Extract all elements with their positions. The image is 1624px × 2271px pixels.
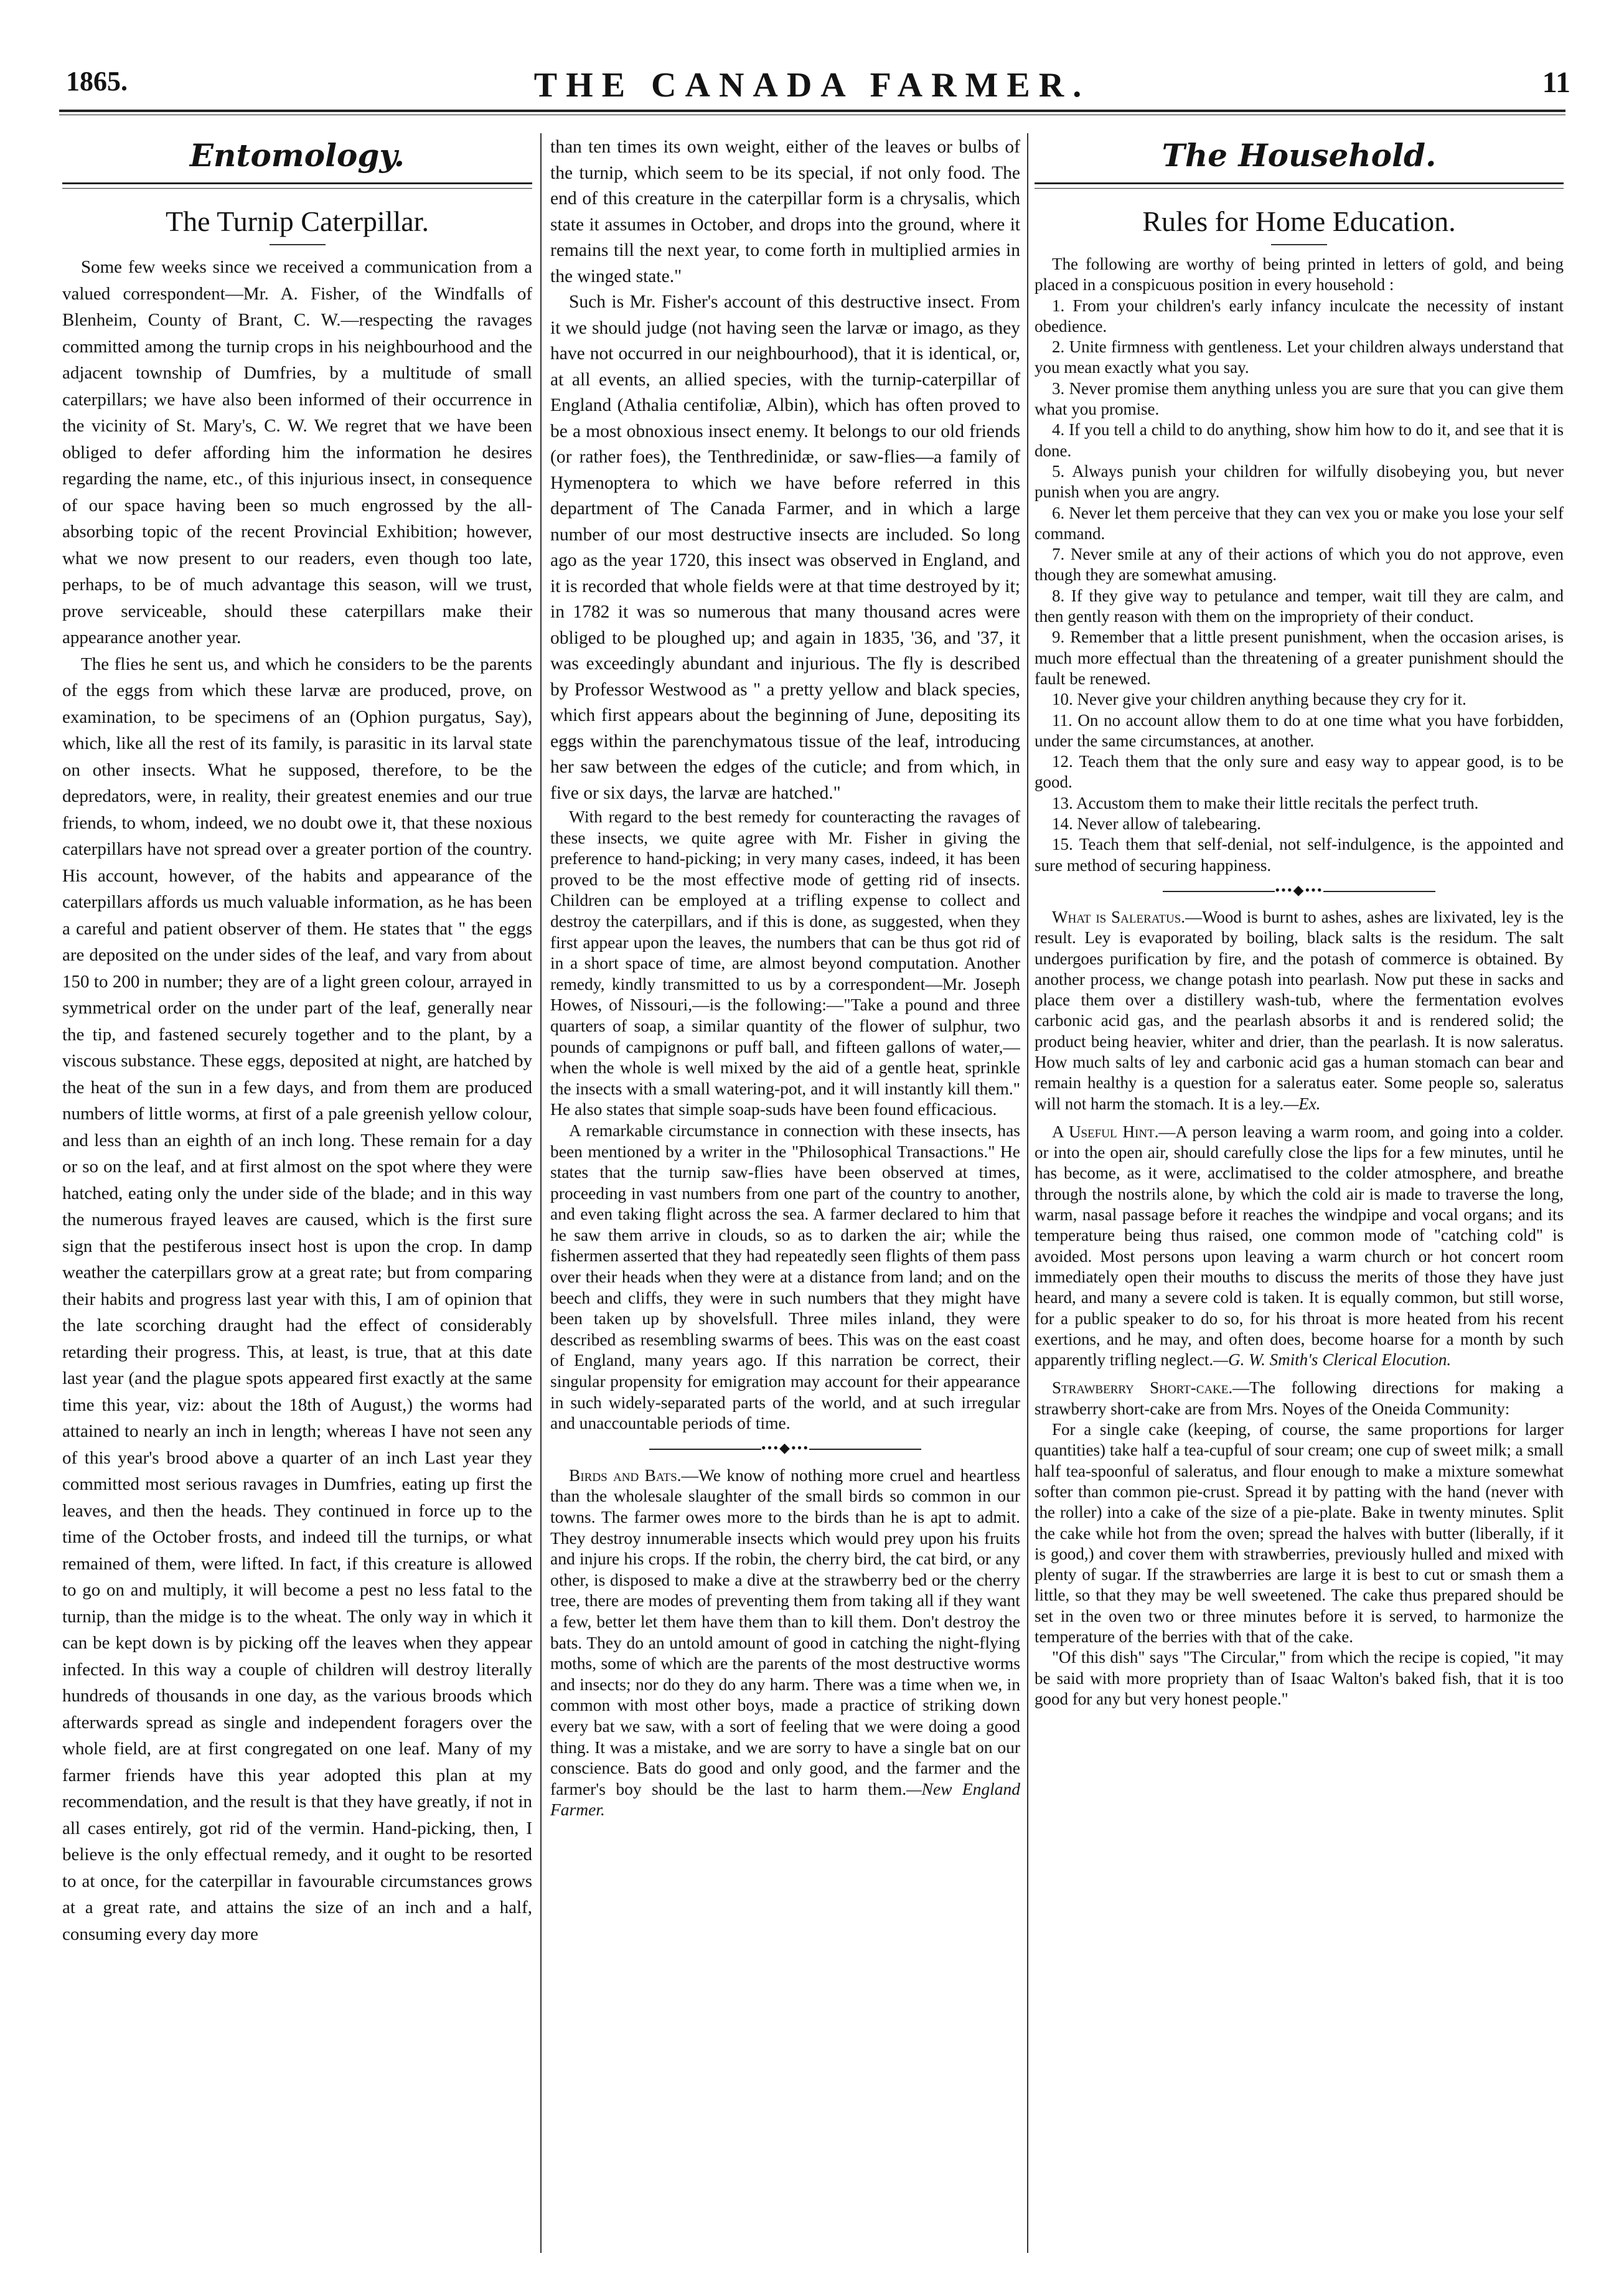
rule-item: 4. If you tell a child to do anything, show him how to do it, and see that it is done. (1035, 420, 1564, 460)
title-separator (1271, 244, 1327, 245)
article-body-turnip-caterpillar (62, 254, 532, 1947)
rules-list (1035, 254, 1564, 876)
column-rule-2 (1027, 133, 1028, 2253)
column-rule-1 (540, 133, 542, 2253)
article-text: —The following directions for making a strawberry short-cake are from Mrs. Noyes of the Oneida Community: (1035, 1378, 1564, 1418)
paragraph: With regard to the best remedy for counteracting the ravages of these insects, we quite agree with Mr. Fisher in giving the preference to hand-picking; in very many cases, indeed, it has been proved to be the most effective mode of getting rid of insects. Children can be employed at a trifling expense to collect and destroy the caterpillars, and if this is done, as suggested, when they first appear upon the leaves, the numbers that can be thus got rid of in a short space of time, are almost beyond computation. Another remedy, kindly transmitted to us by a correspondent—Mr. Joseph Howes, of Nissouri,—is the following:—"Take a pound and three quarters of soap, a similar quantity of the flower of sulphur, two pounds of campignons or puff ball, and fifteen gallons of water,—when the whole is well mixed by the aid of a gentle heat, sprinkle the insects with a small watering-pot, and it will instantly kill them." He also states that simple soap-suds have been found efficacious. (550, 807, 1020, 1119)
article-strawberry-shortcake (1035, 1378, 1564, 1709)
page-number: 11 (1542, 66, 1570, 99)
article-source: —Ex. (1284, 1094, 1321, 1113)
rules-intro: The following are worthy of being printed in letters of gold, and being placed in a conspicuous position in every household : (1035, 255, 1564, 294)
article-useful-hint (1035, 1122, 1564, 1371)
rule-item: 15. Teach them that self-denial, not self-indulgence, is the appointed and sure method of securing happiness. (1035, 835, 1564, 875)
lead-in-birds-and-bats: Birds and Bats. (569, 1465, 682, 1485)
paragraph: Some few weeks since we received a communication from a valued correspondent—Mr. A. Fisher, of the Windfalls of Blenheim, County of Brant, C. W.—respecting the ravages committed among the turnip crops in his neighbourhood and the adjacent township of Dumfries, by a multitude of small caterpillars; we have also been informed of their occurrence in the vicinity of St. Mary's, C. W. We regret that we have been obliged to defer affording him the information he desires regarding the name, etc., of this injurious insect, in consequence of our space having been so much engrossed by the all-absorbing topic of the recent Provincial Exhibition; however, what we now present to our readers, even though too late, perhaps, to be of much advantage this season, will we trust, prove serviceable, should these caterpillars make their appearance another year. (62, 257, 532, 647)
rule-item: 7. Never smile at any of their actions of which you do not approve, even though they are somewhat amusing. (1035, 545, 1564, 585)
article-source: —New England Farmer. (550, 1779, 1020, 1820)
paragraph: A remarkable circumstance in connection with these insects, has been mentioned by a writer in the "Philosophical Transactions." He states that the turnip saw-flies have been observed at times, proceeding in vast numbers from one part of the country to another, and even taking flight across the sea. A farmer declared to him that he saw them arrive in clouds, so as to darken the air; while the fishermen asserted that they had repeatedly seen flights of them pass over their heads when they were at a distance from land; and on the beech and cliffs, they were in such numbers that they might have been taken up by shovelsfull. Three miles inland, they were described as resembling swarms of bees. This was on the east coast of England, many years ago. If this narration be correct, their singular propensity for emigration may account for their appearance in such widely-separated parts of the world, and at such irregular and unaccountable periods of time. (550, 1120, 1020, 1433)
column-3 (1035, 134, 1564, 2251)
rule-item: 14. Never allow of talebearing. (1052, 814, 1261, 834)
double-rule (62, 182, 532, 189)
section-ornament: •••◆••• (1035, 882, 1564, 898)
article-text: —We know of nothing more cruel and heartless than the wholesale slaughter of the small birds so common in our towns. The farmer owes more to the birds than he is apt to admit. They destroy innumerable insects which would prey upon his fruits and injure his crops. If the robin, the cherry bird, the cat bird, or any other, is disposed to make a dive at the strawberry bed or the cherry tree, there are modes of preventing them from taking all if they want a few, better let them have them than to kill them. Don't destroy the bats. They do an untold amount of good in catching the night-flying moths, some of which are the parents of the most destructive worms and insects; nor do they do any harm. There was a time when we, in common with most other boys, made a practice of striking down every bat we saw, with a sort of feeling that we were doing a good thing. It was a mistake, and we are sorry to have a single bat on our conscience. Bats do good and only good, and the farmer and the farmer's boy should be the last to harm them. (550, 1465, 1020, 1798)
column-1 (62, 134, 532, 2251)
paragraph: For a single cake (keeping, of course, the same proportions for larger quantities) take half a tea-cupful of sour cream; one cup of sweet milk; a small half tea-spoonful of saleratus, and flour enough to make a mixture somewhat softer than common pie-crust. Spread it by patting with the hand (never with the roller) into a cake of the size of a pie-plate. Bake in twenty minutes. Split the cake while hot from the oven; spread the halves with butter (liberally, if it is good,) and cover them with strawberries, previously hulled and mixed with plenty of sugar. If the strawberries are large it is best to cut or smash them a little, so that they may be well sweetened. The cake thus prepared should be set in the oven two or three minutes before it is served, to harmonize the temperature of the berries with that of the cake. (1035, 1420, 1564, 1646)
masthead-title: THE CANADA FARMER. (533, 66, 1091, 105)
article-source: —G. W. Smith's Clerical Elocution. (1213, 1350, 1452, 1370)
issue-year: 1865. (66, 66, 128, 96)
rule-item: 12. Teach them that the only sure and easy way to appear good, is to be good. (1035, 752, 1564, 792)
paragraph: "Of this dish" says "The Circular," from which the recipe is copied, "it may be said with more propriety than of Isaac Walton's baked fish, that it is too good for any but very honest people." (1035, 1648, 1564, 1708)
lead-in-saleratus: What is Saleratus. (1052, 907, 1186, 926)
column-2 (550, 134, 1020, 2251)
paragraph: The flies he sent us, and which he considers to be the parents of the eggs from which these larvæ are produced, prove, on examination, to be specimens of an (Ophion purgatus, Say), which, like all the rest of its family, is parasitic in its larval state on other insects. What he supposed, therefore, to be the depredators, were, in reality, their greatest enemies and our true friends, to whom, indeed, we no doubt owe it, that these noxious caterpillars have not spread over a greater portion of the country. His account, however, of the habits and appearance of the caterpillars affords us much valuable information, as he has been a careful and patient observer of them. He states that " the eggs are deposited on the under sides of the leaf, and vary from about 150 to 200 in number; they are of a light green colour, arrayed in symmetrical order on the under part of the leaf, generally near the tip, and fastened securely together and to the plant, by a viscous substance. These eggs, deposited at night, are hatched by the heat of the sun in a few days, and from them are produced numbers of little worms, at first of a pale greenish yellow colour, and less than an eighth of an inch long. These remain for a day or so on the leaf, and at first almost on the spot where they were hatched, eating only the under side of the blade; and in this way the numerous frayed leaves are caused, which is the first sure sign that the pestiferous insect host is upon the crop. In damp weather the caterpillars grow at a great rate; but from comparing their habits and progress last year with this, I am of opinion that the late scorching draught had the effect of considerably retarding their progress. This, at least, is true, that at this date last year (and the plague spots appeared first exactly at the same time this year, viz: about the 18th of August,) the worms had attained to nearly an inch in length; whereas I have not seen any of this year's brood above a quarter of an inch Last year they committed most serious ravages in Dumfries, eating up first the leaves, and then the heads. They continued in force up to the time of the October frosts, and indeed till the turnips, or what remained of them, were lifted. In fact, if this creature is allowed to go on and multiply, it will become a pest no less fatal to the turnip, than the midge is to the wheat. The only way in which it can be kept down is by picking off the leaves when they appear infected. In this way a couple of children will destroy literally hundreds of thousands in one day, as the various broods which afterwards spread as single and independent foragers over the whole field, are at first congregated on one leaf. Many of my farmer friends have this year adopted this plan at my recommendation, and the result is that they have greatly, if not in all cases entirely, got rid of the vermin. Hand-picking, then, I believe is the only effectual remedy, and it ought to be resorted to at once, for the caterpillar in favourable circumstances grows at a great rate, and attains the size of an inch and a half, consuming every day more (62, 654, 532, 1944)
department-heading-entomology: Entomology. (189, 137, 405, 174)
rule-item: 9. Remember that a little present punishment, when the occasion arises, is much more effectual than the threatening of a greater punishment should the fault be renewed. (1035, 628, 1564, 688)
article-title-rules-home-education: Rules for Home Education. (1142, 205, 1456, 237)
article-continuation-small (550, 806, 1020, 1434)
masthead-rule (59, 110, 1565, 112)
article-continuation (550, 134, 1020, 806)
rule-item: 1. From your children's early infancy inculcate the necessity of instant obedience. (1035, 296, 1564, 336)
title-separator (270, 244, 326, 245)
paragraph: than ten times its own weight, either of the leaves or bulbs of the turnip, which seem to be its special, if not only food. The end of this creature in the caterpillar form is a chrysalis, which state it assumes in October, and drops into the ground, where it remains till the next year, to come forth in multiplied armies in the winged state." (550, 137, 1020, 286)
department-heading-household: The Household. (1162, 137, 1437, 174)
article-text: —Wood is burnt to ashes, ashes are lixivated, ley is the result. Ley is evaporated by boiling, black salts is the residum. The salt undergoes purification by fire, and the potash of commerce is obtained. By another process, we change potash into pearlash. Now put these in sacks and place them over a distillery wash-tub, where the fermentation evolves carbonic acid gas, and the pearlash absorbs it and is rendered solid; the product being heavier, whiter and drier, than the pearlash. It is now saleratus. How much salts of ley and carbonic acid gas a human stomach can bear and remain healthy is a question for a saleratus eater. Some people so, saleratus will not harm the stomach. It is a ley. (1035, 907, 1564, 1113)
paragraph: Such is Mr. Fisher's account of this destructive insect. From it we should judge (not having seen the larvæ or imago, as they have not occurred in our neighbourhood), that it is identical, or, at all events, an allied species, with the turnip-caterpillar of England (Athalia centifoliæ, Albin), which has often proved to be a most obnoxious insect enemy. It belongs to our old friends (or rather foes), the Tenthredinidæ, or saw-flies—a family of Hymenoptera to which we have before referred in this department of The Canada Farmer, and in which a large number of our most destructive insects are included. So long ago as the year 1720, this insect was observed in England, and it is recorded that whole fields were at that time destroyed by it; in 1782 it was so numerous that many thousand acres were obliged to be ploughed up; and again in 1835, '36, and '37, it was exceedingly abundant and injurious. The fly is described by Professor Westwood as " a pretty yellow and black species, which first appears about the beginning of June, depositing its eggs within the parenchymatous tissue of the leaf, introducing her saw between the edges of the cuticle; and from which, in five or six days, the larvæ are hatched." (550, 292, 1020, 803)
lead-in-shortcake: Strawberry Short-cake. (1052, 1378, 1233, 1398)
double-rule (1035, 182, 1564, 189)
rule-item: 3. Never promise them anything unless you are sure that you can give them what you promise. (1035, 378, 1564, 419)
rule-item: 5. Always punish your children for wilfully disobeying you, but never punish when you are angry. (1035, 461, 1564, 502)
section-ornament: •••◆••• (550, 1440, 1020, 1456)
article-birds-and-bats (550, 1465, 1020, 1820)
rule-item: 10. Never give your children anything because they cry for it. (1052, 690, 1467, 709)
rule-item: 2. Unite firmness with gentleness. Let your children always understand that you mean exactly what you say. (1035, 337, 1564, 377)
lead-in-useful-hint: A Useful Hint. (1052, 1122, 1159, 1141)
rule-item: 11. On no account allow them to do at one time what you have forbidden, under the same circumstances, at another. (1035, 710, 1564, 750)
article-title-turnip-caterpillar: The Turnip Caterpillar. (166, 205, 429, 237)
rule-item: 13. Accustom them to make their little recitals the perfect truth. (1052, 793, 1479, 812)
rule-item: 8. If they give way to petulance and temper, wait till they are calm, and then gently reason with them on the impropriety of their conduct. (1035, 586, 1564, 626)
article-saleratus (1035, 907, 1564, 1114)
rule-item: 6. Never let them perceive that they can vex you or make you lose your self command. (1035, 503, 1564, 543)
article-text: —A person leaving a warm room, and going into a colder. or into the open air, should carefully close the lips for a few minutes, until he has become, as it were, acclimatised to the colder atmosphere, and breathe through the nostrils alone, by which the cold air is made to traverse the long, warm, nasal passage before it reaches the windpipe and vocal organs; and its temperature being thus raised, one common mode of "catching cold" is avoided. Most persons upon leaving a warm church or hot concert room immediately open their mouths to discuss the merits of those they have just heard, and many a severe cold is taken. It is equally common, but still worse, for a public speaker to do so, for his throat is more heated from his recent exertions, and he may, and often does, become hoarse for a month by such apparently trifling neglect. (1035, 1122, 1564, 1370)
